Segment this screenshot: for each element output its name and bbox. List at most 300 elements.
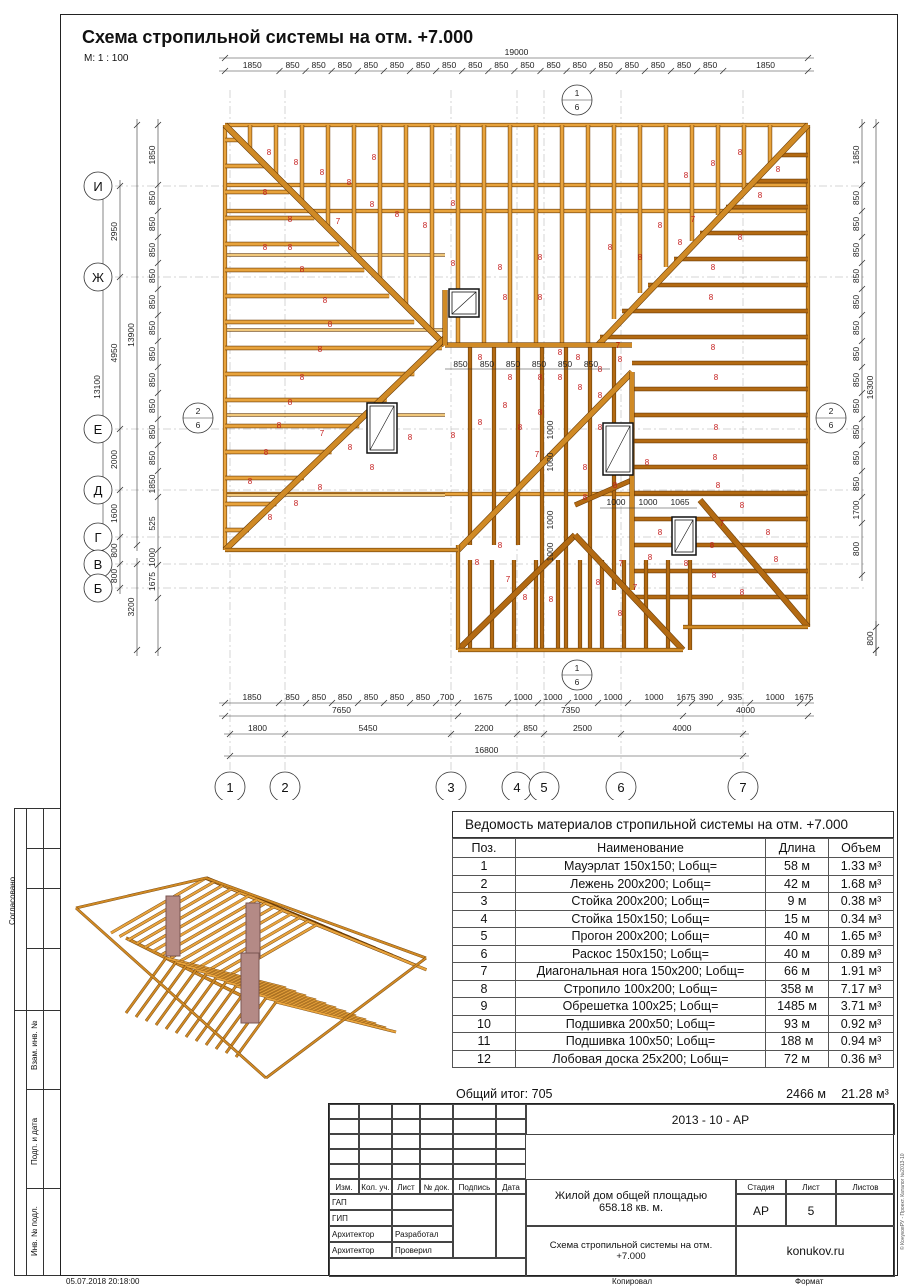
right-dim-label: 850 [851, 450, 861, 466]
row-pos: 11 [453, 1033, 516, 1051]
col-volume: Объем [829, 839, 894, 858]
right-dim-label: 850 [851, 320, 861, 336]
iso-member [137, 889, 232, 944]
row-volume: 0.92 м³ [829, 1015, 894, 1033]
mark-8: 8 [522, 593, 528, 602]
left-inner-label: 850 [147, 216, 157, 232]
role-developed: Разработал [392, 1226, 453, 1242]
mark-8: 8 [517, 423, 523, 432]
revision-cell [496, 1134, 526, 1149]
axis-dim-label: 5450 [358, 723, 378, 733]
mark-8: 8 [293, 499, 299, 508]
mark-8: 8 [775, 165, 781, 174]
row-pos: 12 [453, 1050, 516, 1068]
row-length: 1485 м [766, 998, 829, 1016]
mark-8: 8 [637, 253, 643, 262]
inner-top-label: 850 [505, 359, 521, 369]
right-dim-label: 800 [851, 541, 861, 557]
mark-7: 7 [615, 341, 621, 350]
mark-8: 8 [710, 263, 716, 272]
mark-8: 8 [582, 463, 588, 472]
side-inv-orig: Инв. № подл. [30, 1206, 39, 1256]
top-total-label: 19000 [504, 47, 529, 57]
mark-7: 7 [632, 583, 638, 592]
col-sign: Подпись [453, 1179, 496, 1194]
row-name: Раскос 150х150; Lобщ= [516, 945, 766, 963]
revision-cell [392, 1164, 420, 1179]
mark-8: 8 [657, 221, 663, 230]
mark-7: 7 [534, 450, 540, 459]
inner-top-label: 850 [583, 359, 599, 369]
mark-8: 8 [299, 373, 305, 382]
footer-copied: Копировал [612, 1277, 653, 1286]
col-pos: Поз. [453, 839, 516, 858]
axis-dim-label: 2200 [474, 723, 494, 733]
bottom-dim-label: 850 [337, 692, 353, 702]
table-row [453, 963, 894, 981]
mark-8: 8 [710, 159, 716, 168]
mark-8: 8 [346, 178, 352, 187]
mark-8: 8 [450, 199, 456, 208]
stage-header: Стадия [736, 1179, 786, 1194]
revision-cell [496, 1104, 526, 1119]
axis-label-x: 7 [739, 780, 747, 795]
right-dim-label: 850 [851, 294, 861, 310]
mark-8: 8 [263, 448, 269, 457]
revision-cell [420, 1149, 453, 1164]
left-inner-label: 850 [147, 242, 157, 258]
bottom-dim-label: 700 [439, 692, 455, 702]
col-name: Наименование [516, 839, 766, 858]
mark-8: 8 [247, 477, 253, 486]
mark-8: 8 [557, 373, 563, 382]
mark-7: 7 [719, 519, 725, 528]
right-total-label: 16300 [865, 375, 875, 400]
inner-mid-label: 1065 [670, 497, 690, 507]
role-gip-name [392, 1210, 453, 1226]
revision-cell [359, 1164, 392, 1179]
revision-cell [496, 1119, 526, 1134]
revision-cell [392, 1119, 420, 1134]
bottom-dim-label: 1850 [242, 692, 262, 702]
side-copyright: © КонуковРУ - Проект. Каталог №2013-10 [900, 1153, 906, 1250]
mark-8: 8 [267, 513, 273, 522]
revision-cell [359, 1104, 392, 1119]
revision-cell [329, 1104, 359, 1119]
table-row [453, 998, 894, 1016]
inner-top-label: 850 [557, 359, 573, 369]
revision-cell [420, 1104, 453, 1119]
top-dim-label: 850 [572, 60, 587, 70]
drawing-name: Схема стропильной системы на отм. +7.000 [526, 1226, 736, 1277]
materials-table [452, 838, 894, 1068]
axis-label-x: 2 [281, 780, 289, 795]
bottom-dim-label: 1000 [644, 692, 664, 702]
table-row [453, 1050, 894, 1068]
iso-chimney [246, 903, 260, 958]
role-arch2: Архитектор [329, 1242, 392, 1258]
side-divider-b [14, 1010, 60, 1011]
mark-8: 8 [739, 501, 745, 510]
left-inner-label: 850 [147, 294, 157, 310]
row-name: Подшивка 200х50; Lобщ= [516, 1015, 766, 1033]
left-inner-label: 850 [147, 450, 157, 466]
project-name: Жилой дом общей площадью 658.18 кв. м. [526, 1179, 736, 1226]
mark-8: 8 [709, 541, 715, 550]
mark-8: 8 [683, 559, 689, 568]
total-volume: 21.28 м³ [841, 1087, 889, 1101]
right-dim-label: 1850 [851, 145, 861, 165]
row-name: Стойка 150х150; Lобщ= [516, 910, 766, 928]
mark-8: 8 [369, 200, 375, 209]
top-dim-label: 850 [363, 60, 378, 70]
revision-cell [329, 1119, 359, 1134]
mark-8: 8 [737, 233, 743, 242]
top-dim-label: 850 [442, 60, 457, 70]
mark-8: 8 [299, 265, 305, 274]
iso-member [145, 892, 240, 947]
left-inner-label: 850 [147, 372, 157, 388]
section-1-bottom-sheet: 6 [574, 677, 580, 687]
row-length: 58 м [766, 858, 829, 876]
mark-8: 8 [371, 153, 377, 162]
bottom-dim-label: 1000 [603, 692, 623, 702]
row-volume: 0.89 м³ [829, 945, 894, 963]
revision-cell [496, 1149, 526, 1164]
mark-8: 8 [450, 259, 456, 268]
side-divider-i [26, 888, 60, 889]
left-dim-label: 2000 [109, 450, 119, 469]
axis-label-y: Ж [91, 270, 105, 285]
iso-member [317, 925, 427, 970]
row-pos: 8 [453, 980, 516, 998]
mark-8: 8 [347, 443, 353, 452]
bottom-sub-label: 7350 [561, 705, 580, 715]
mark-8: 8 [287, 398, 293, 407]
row-length: 66 м [766, 963, 829, 981]
axis-label-y: Д [93, 483, 103, 498]
row-volume: 0.38 м³ [829, 893, 894, 911]
mark-8: 8 [548, 595, 554, 604]
drawing-scale: М: 1 : 100 [84, 53, 129, 64]
mark-8: 8 [262, 243, 268, 252]
revision-cell [329, 1164, 359, 1179]
mark-8: 8 [266, 148, 272, 157]
table-row [453, 1015, 894, 1033]
mark-8: 8 [773, 555, 779, 564]
row-volume: 0.34 м³ [829, 910, 894, 928]
row-pos: 2 [453, 875, 516, 893]
mark-8: 8 [617, 355, 623, 364]
inner-v-label: 1000 [545, 542, 555, 562]
mark-8: 8 [293, 158, 299, 167]
top-dim-label: 850 [311, 60, 326, 70]
mark-8: 8 [502, 293, 508, 302]
axis-label-x: 5 [540, 780, 548, 795]
axis-label-x: 3 [447, 780, 455, 795]
left-dim-label: 2950 [109, 222, 119, 241]
left-inner-label: 525 [147, 516, 157, 531]
table-row [453, 1033, 894, 1051]
row-length: 15 м [766, 910, 829, 928]
mark-8: 8 [262, 188, 268, 197]
mark-8: 8 [739, 588, 745, 597]
table-row [453, 893, 894, 911]
footer-format: Формат [795, 1277, 824, 1286]
mark-8: 8 [595, 578, 601, 587]
sign-area [453, 1194, 496, 1258]
table-row [453, 910, 894, 928]
project-code: 2013 - 10 - АР [526, 1104, 895, 1135]
row-name: Диагональная нога 150х200; Lобщ= [516, 963, 766, 981]
revision-cell [359, 1119, 392, 1134]
mark-8: 8 [607, 243, 613, 252]
site-name: konukov.ru [736, 1226, 895, 1277]
bottom-dim-label: 935 [727, 692, 743, 702]
axis-dim-label: 850 [523, 723, 538, 733]
mark-7: 7 [505, 575, 511, 584]
mark-7: 7 [319, 429, 325, 438]
sheets-header: Листов [836, 1179, 895, 1194]
iso-member [222, 925, 317, 980]
right-dim-label: 850 [851, 346, 861, 362]
revision-cell [392, 1134, 420, 1149]
axis-label-y: Б [93, 581, 103, 596]
mark-8: 8 [644, 458, 650, 467]
row-volume: 1.68 м³ [829, 875, 894, 893]
mark-8: 8 [369, 463, 375, 472]
mark-8: 8 [577, 383, 583, 392]
bottom-dim-label: 1675 [794, 692, 814, 702]
axis-label-y: Г [94, 530, 102, 545]
revision-cell [496, 1164, 526, 1179]
mark-8: 8 [477, 418, 483, 427]
row-pos: 4 [453, 910, 516, 928]
row-name: Обрешетка 100х25; Lобщ= [516, 998, 766, 1016]
mark-8: 8 [713, 373, 719, 382]
mark-8: 8 [711, 571, 717, 580]
right-small-label: 800 [865, 631, 875, 646]
row-name: Подшивка 100х50; Lобщ= [516, 1033, 766, 1051]
mark-8: 8 [537, 408, 543, 417]
left-inner-label: 850 [147, 424, 157, 440]
bottom-sub-label: 4000 [736, 705, 755, 715]
side-divider-h [26, 848, 60, 849]
bottom-dim-label: 1000 [513, 692, 533, 702]
mark-8: 8 [287, 243, 293, 252]
mark-8: 8 [647, 553, 653, 562]
left-dim-label: 800 [109, 568, 119, 584]
row-pos: 5 [453, 928, 516, 946]
mark-8: 8 [537, 253, 543, 262]
top-dim-label: 1850 [242, 60, 262, 70]
inner-mid-label: 1000 [606, 497, 626, 507]
role-checked: Проверил [392, 1242, 453, 1258]
inner-mid-label: 1000 [638, 497, 658, 507]
right-dim-label: 1700 [851, 500, 861, 520]
row-name: Мауэрлат 150х150; Lобщ= [516, 858, 766, 876]
left-sub-label: 13900 [126, 323, 136, 347]
bottom-dim-label: 1000 [543, 692, 563, 702]
mark-7: 7 [690, 215, 696, 224]
revision-cell [453, 1149, 496, 1164]
top-dim-label: 850 [389, 60, 405, 70]
total-label: Общий итог: 705 [456, 1087, 553, 1101]
axis-label-x: 1 [226, 780, 234, 795]
left-inner-label: 850 [147, 268, 157, 284]
side-divider-a [26, 808, 27, 1010]
iso-chimney [241, 953, 259, 1023]
axis-dim-label: 2500 [573, 723, 592, 733]
sheets-value [836, 1194, 895, 1226]
mark-8: 8 [683, 171, 689, 180]
stamp-blank-row [329, 1258, 526, 1277]
axis-total-label: 16800 [474, 745, 499, 755]
mark-8: 8 [287, 215, 293, 224]
role-gip: ГИП [329, 1210, 392, 1226]
section-2-left-num: 2 [195, 406, 201, 416]
mark-8: 8 [497, 541, 503, 550]
role-gap: ГАП [329, 1194, 392, 1210]
bottom-dim-label: 1675 [473, 692, 493, 702]
mark-8: 8 [477, 353, 483, 362]
col-kol: Кол. уч. [359, 1179, 392, 1194]
section-2-left-sheet: 6 [195, 420, 201, 430]
axis-dim-label: 1800 [248, 723, 267, 733]
section-1-bottom-num: 1 [574, 663, 580, 673]
row-name: Стропило 100х200; Lобщ= [516, 980, 766, 998]
left-total-label: 13100 [92, 375, 102, 399]
revision-cell [392, 1149, 420, 1164]
top-dim-label: 850 [598, 60, 613, 70]
right-dim-label: 850 [851, 424, 861, 440]
diagonal-leg [225, 125, 445, 345]
revision-cell [420, 1134, 453, 1149]
row-length: 93 м [766, 1015, 829, 1033]
mark-8: 8 [657, 528, 663, 537]
section-2-right-num: 2 [828, 406, 834, 416]
inner-top-label: 850 [453, 359, 468, 369]
bottom-dim-label: 850 [415, 692, 431, 702]
revision-cell [453, 1164, 496, 1179]
revision-cell [359, 1149, 392, 1164]
revision-cell [329, 1134, 359, 1149]
axis-label-y: В [93, 557, 103, 572]
mark-8: 8 [713, 423, 719, 432]
mark-8: 8 [710, 343, 716, 352]
top-dim-label: 850 [676, 60, 692, 70]
side-sign-date: Подп. и дата [30, 1117, 39, 1165]
role-gap-name [392, 1194, 453, 1210]
mark-8: 8 [317, 345, 323, 354]
axis-dim-label: 4000 [672, 723, 692, 733]
mark-8: 8 [708, 293, 714, 302]
axis-label-x: 4 [513, 780, 521, 795]
side-divider-e [26, 1089, 60, 1090]
revision-cell [453, 1134, 496, 1149]
bottom-dim-label: 850 [389, 692, 405, 702]
inner-v-label: 1000 [545, 510, 555, 530]
row-name: Лобовая доска 25х200; Lобщ= [516, 1050, 766, 1068]
col-date: Дата [496, 1179, 526, 1194]
mark-8: 8 [617, 609, 623, 618]
mark-8: 8 [575, 353, 581, 362]
mark-8: 8 [319, 168, 325, 177]
table-header [453, 839, 894, 858]
mark-8: 8 [474, 558, 480, 567]
mark-8: 8 [507, 373, 513, 382]
mark-8: 8 [422, 221, 428, 230]
side-divider-d [43, 1010, 44, 1276]
inner-v-label: 1000 [545, 420, 555, 440]
right-dim-label: 850 [851, 372, 861, 388]
bottom-sub-label: 7650 [332, 705, 351, 715]
side-divider-f [26, 1188, 60, 1189]
row-pos: 10 [453, 1015, 516, 1033]
mark-8: 8 [537, 293, 543, 302]
materials-total [452, 1086, 894, 1103]
top-dim-label: 1850 [756, 60, 776, 70]
mark-8: 8 [597, 391, 603, 400]
col-list: Лист [392, 1179, 420, 1194]
mark-8: 8 [597, 365, 603, 374]
iso-member [111, 878, 206, 933]
left-inner-label: 1850 [147, 474, 157, 494]
bottom-dim-label: 390 [698, 692, 714, 702]
table-row [453, 945, 894, 963]
row-length: 42 м [766, 875, 829, 893]
side-divider-g [43, 808, 44, 1010]
top-dim-label: 850 [703, 60, 718, 70]
row-length: 9 м [766, 893, 829, 911]
mark-8: 8 [557, 348, 563, 357]
table-row [453, 858, 894, 876]
drawing-title: Схема стропильной системы на отм. +7.000 [82, 27, 474, 47]
mark-8: 8 [677, 238, 683, 247]
side-divider-c [26, 1010, 27, 1276]
revision-cell [329, 1149, 359, 1164]
section-1-top-sheet: 6 [574, 102, 580, 112]
right-dim-label: 850 [851, 476, 861, 492]
left-inner-label: 850 [147, 346, 157, 362]
row-length: 188 м [766, 1033, 829, 1051]
top-dim-label: 850 [520, 60, 535, 70]
col-izm: Изм. [329, 1179, 359, 1194]
axis-label-y: И [93, 179, 103, 194]
mark-8: 8 [537, 373, 543, 382]
revision-cell [359, 1134, 392, 1149]
left-dim-label: 1600 [109, 504, 119, 523]
top-dim-label: 850 [285, 60, 300, 70]
row-pos: 1 [453, 858, 516, 876]
bottom-dim-label: 1000 [573, 692, 593, 702]
row-volume: 0.36 м³ [829, 1050, 894, 1068]
iso-member [76, 878, 206, 908]
mark-8: 8 [322, 296, 328, 305]
row-pos: 3 [453, 893, 516, 911]
row-volume: 1.65 м³ [829, 928, 894, 946]
left-inner-label: 1000 [147, 548, 157, 567]
section-2-right-sheet: 6 [828, 420, 834, 430]
row-length: 40 м [766, 928, 829, 946]
mark-8: 8 [715, 481, 721, 490]
mark-8: 8 [597, 423, 603, 432]
row-pos: 7 [453, 963, 516, 981]
right-dim-label: 850 [851, 398, 861, 414]
diagonal-leg [225, 338, 445, 550]
table-row [453, 980, 894, 998]
mark-7: 7 [618, 559, 624, 568]
